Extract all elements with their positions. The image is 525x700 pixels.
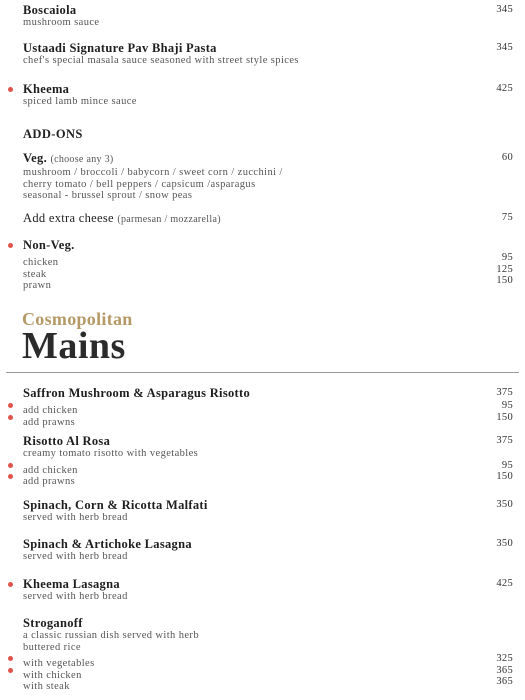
nonveg-marker (8, 243, 13, 248)
section-divider (6, 372, 519, 373)
item-description: creamy tomato risotto with vegetables (23, 448, 199, 459)
item-description: a classic russian dish served with herb (23, 630, 199, 641)
addon-nonveg-name: Non-Veg. (23, 238, 75, 252)
addon-veg-note: (choose any 3) (50, 154, 114, 165)
option-price: 365 (496, 676, 513, 687)
option-label: chicken (23, 257, 59, 268)
item-price: 375 (496, 387, 513, 398)
addon-nonveg (23, 238, 513, 291)
item-name: Saffron Mushroom & Asparagus Risotto (23, 386, 251, 400)
extra-option (23, 653, 513, 669)
item-price: 345 (496, 42, 513, 53)
option-price: 95 (501, 459, 513, 471)
option-label: steak (23, 268, 47, 280)
addon-veg-line: cherry tomato / bell peppers / capsicum /asparagus (23, 178, 256, 190)
option-price: 95 (501, 400, 513, 411)
menu-item-risotto-al-rosa (23, 434, 513, 487)
option-price: 150 (496, 411, 513, 423)
extra-option (23, 471, 513, 487)
menu-item-malfati (23, 498, 513, 524)
item-name: Ustaadi Signature Pav Bhaji Pasta (23, 41, 217, 55)
addon-option (23, 252, 513, 268)
option-price: 125 (496, 263, 513, 275)
item-description: buttered rice (23, 641, 81, 653)
option-label: with vegetables (23, 658, 95, 669)
item-price: 345 (496, 4, 513, 15)
addon-veg-line: seasonal - brussel sprout / snow peas (23, 190, 193, 201)
menu-item-spinach-lasagna (23, 537, 513, 563)
nonveg-marker (8, 668, 13, 673)
addon-veg-line: mushroom / broccoli / babycorn / sweet corn / zucchini / (23, 167, 283, 178)
extra-option (23, 411, 513, 428)
item-price: 350 (496, 499, 513, 510)
item-name: Boscaiola (23, 3, 77, 17)
addons-heading: ADD-ONS (23, 127, 83, 141)
option-label: add chicken (23, 405, 78, 416)
option-label: with chicken (23, 669, 82, 681)
extra-option (23, 459, 513, 476)
addon-cheese-price: 75 (501, 212, 513, 223)
section-title: Mains (22, 325, 126, 367)
item-name: Stroganoff (23, 616, 83, 630)
nonveg-marker (8, 415, 13, 420)
menu-item-saffron-risotto (23, 386, 513, 428)
option-price: 150 (496, 275, 513, 286)
addon-veg-price: 60 (501, 152, 513, 163)
nonveg-marker (8, 403, 13, 408)
item-price: 350 (496, 538, 513, 549)
addon-veg-name: Veg. (23, 151, 48, 165)
item-price: 375 (496, 435, 513, 446)
option-label: add prawns (23, 476, 76, 487)
option-price: 365 (496, 664, 513, 676)
menu-item-pav-bhaji-pasta (23, 41, 513, 67)
option-price: 95 (501, 252, 513, 263)
item-name: Kheema (23, 82, 70, 96)
menu-item-kheema-lasagna (23, 577, 513, 603)
addon-veg (23, 151, 513, 202)
nonveg-marker (8, 87, 13, 92)
addon-option (23, 263, 513, 280)
nonveg-marker (8, 474, 13, 479)
menu-item-stroganoff (23, 616, 513, 692)
item-price: 425 (496, 578, 513, 589)
addon-option (23, 275, 513, 291)
nonveg-marker (8, 656, 13, 661)
option-label: add prawns (23, 416, 76, 428)
item-description: served with herb bread (23, 591, 128, 602)
section-brand: Cosmopolitan (22, 309, 133, 329)
option-label: add chicken (23, 464, 78, 476)
item-name: Risotto Al Rosa (23, 434, 111, 448)
menu-item-boscaiola (23, 3, 513, 29)
item-name: Kheema Lasagna (23, 577, 120, 591)
option-price: 150 (496, 471, 513, 482)
item-description: chef's special masala sauce seasoned with street style spices (23, 55, 299, 66)
item-description: served with herb bread (23, 512, 128, 523)
addon-cheese-name: Add extra cheese (23, 211, 114, 225)
addon-cheese (23, 211, 513, 227)
menu-item-kheema (23, 82, 513, 108)
item-name: Spinach, Corn & Ricotta Malfati (23, 498, 208, 512)
extra-option (23, 664, 513, 681)
item-description: served with herb bread (23, 551, 128, 562)
addon-cheese-note: (parmesan / mozzarella) (117, 214, 221, 225)
extra-option (23, 400, 513, 416)
option-label: with steak (23, 681, 70, 692)
item-price: 425 (496, 83, 513, 94)
item-name: Spinach & Artichoke Lasagna (23, 537, 192, 551)
extra-option (23, 676, 513, 692)
item-description: spiced lamb mince sauce (23, 96, 137, 107)
nonveg-marker (8, 582, 13, 587)
item-description: mushroom sauce (23, 17, 100, 28)
option-label: prawn (23, 280, 52, 291)
nonveg-marker (8, 463, 13, 468)
option-price: 325 (496, 653, 513, 664)
